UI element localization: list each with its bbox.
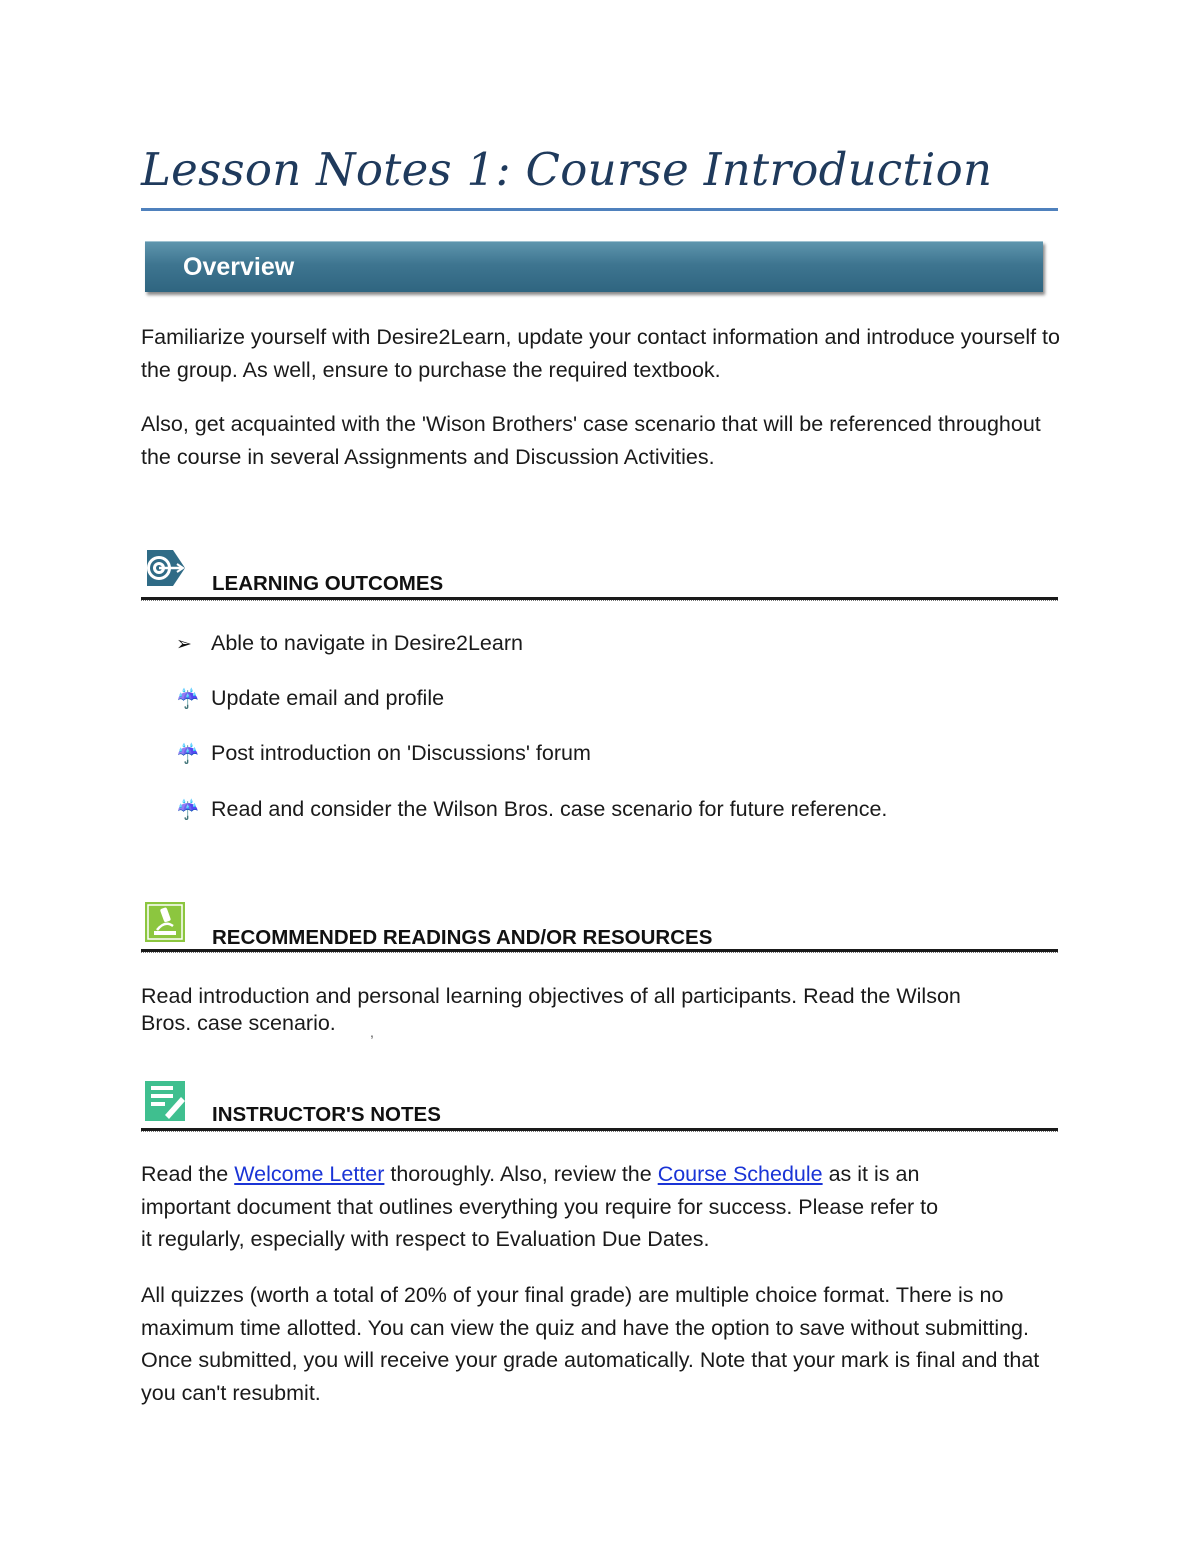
readings-heading: RECOMMENDED READINGS AND/OR RESOURCES <box>212 926 713 949</box>
instructor-notes-header <box>141 1079 1058 1139</box>
instructor-notes-heading: INSTRUCTOR'S NOTES <box>212 1103 441 1126</box>
notepad-pencil-icon <box>143 1079 187 1123</box>
overview-banner <box>145 241 1043 292</box>
stray-mark: , <box>370 1024 374 1040</box>
list-item <box>176 628 523 658</box>
readings-line-2: Bros. case scenario. <box>141 1011 336 1035</box>
page-title: Lesson Notes 1: Course Introduction <box>141 143 993 196</box>
list-item <box>176 794 887 824</box>
section-divider <box>141 949 1058 953</box>
readings-header <box>141 900 1058 960</box>
overview-label: Overview <box>183 253 295 281</box>
section-divider <box>141 1128 1058 1132</box>
instructor-notes-paragraph-2: All quizzes (worth a total of 20% of your final grade) are multiple choice format. There is no maximum time allotted. You can view the quiz and have the option to save without submitting. Once submitted, you will receive your grade automatically. Note that your mark is final and that you can't resubmit. <box>141 1283 1040 1405</box>
list-item-text: Read and consider the Wilson Bros. case scenario for future reference. <box>211 797 888 821</box>
text-span: thoroughly. Also, review the <box>384 1162 658 1186</box>
list-item-text: Able to navigate in Desire2Learn <box>211 631 523 655</box>
section-divider <box>141 597 1058 601</box>
title-underline <box>141 208 1058 211</box>
umbrella-bullet-icon: ☔ <box>176 744 200 765</box>
list-item <box>176 738 591 768</box>
readings-line-1: Read introduction and personal learning objectives of all participants. Read the Wilson <box>141 984 961 1008</box>
list-item-text: Post introduction on 'Discussions' forum <box>211 741 591 765</box>
course-schedule-link[interactable]: Course Schedule <box>657 1162 823 1186</box>
microscope-icon <box>143 900 187 944</box>
target-icon <box>143 546 187 590</box>
overview-paragraph-1: Familiarize yourself with Desire2Learn, update your contact information and introduce yourself to the group. As well, ensure to purchase the required textbook. <box>141 325 1060 382</box>
list-item-text: Update email and profile <box>211 686 445 710</box>
welcome-letter-link[interactable]: Welcome Letter <box>234 1162 385 1186</box>
umbrella-bullet-icon: ☔ <box>176 800 200 821</box>
text-span: important document that outlines everything you require for success. Please refer to <box>141 1194 939 1219</box>
text-span: Read the <box>141 1162 235 1186</box>
instructor-notes-paragraph-1 <box>141 1158 1061 1256</box>
text-span: it regularly, especially with respect to Evaluation Due Dates. <box>141 1227 710 1251</box>
arrow-bullet-icon: ➢ <box>176 634 192 655</box>
list-item <box>176 683 444 713</box>
overview-paragraph-2: Also, get acquainted with the 'Wison Brothers' case scenario that will be referenced throughout the course in several Assignments and Discussion Activities. <box>141 412 1041 469</box>
umbrella-bullet-icon: ☔ <box>176 689 200 710</box>
learning-outcomes-header <box>141 546 1058 606</box>
text-span: as it is an <box>822 1162 920 1186</box>
readings-paragraph <box>141 983 1061 1037</box>
learning-outcomes-heading: LEARNING OUTCOMES <box>212 572 444 595</box>
